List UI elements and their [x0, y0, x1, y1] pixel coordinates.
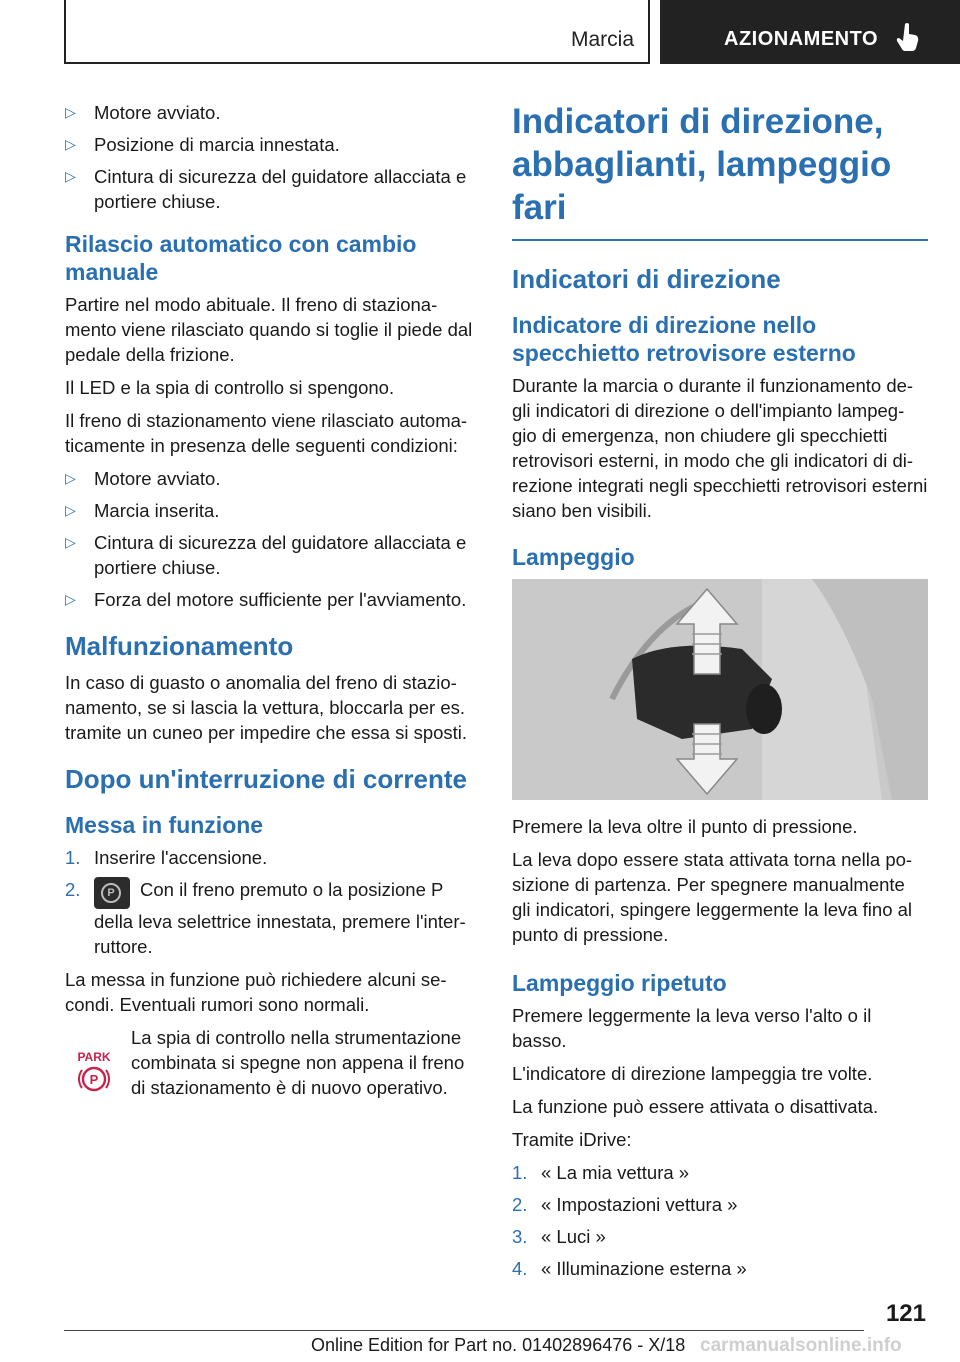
- heading-dopo-interruzione: Dopo un'interruzione di corrente: [65, 764, 467, 794]
- lever-photo: [512, 579, 928, 800]
- list-item: 3. « Luci »: [512, 1226, 606, 1247]
- list-item: ▷ Motore avviato.: [65, 102, 221, 123]
- list-item: ▷ Posizione di marcia innestata.: [65, 134, 340, 155]
- svg-text:PARK: PARK: [77, 1050, 111, 1064]
- hand-pointer-icon: [896, 22, 922, 52]
- park-warning-icon: [73, 1047, 115, 1095]
- paragraph: Il LED e la spia di controllo si spengono.: [65, 377, 395, 398]
- left-column: [65, 100, 477, 1105]
- header-section-label: Marcia: [570, 28, 634, 51]
- page-title: Indicatori di direzione, abbaglianti, lampeggio fari: [512, 102, 892, 227]
- triangle-bullet-icon: ▷: [65, 104, 76, 120]
- paragraph: Premere la leva oltre il punto di pressione.: [512, 816, 858, 837]
- heading-rilascio: Rilascio automatico con cambio manuale: [65, 231, 417, 285]
- list-item: ▷ Motore avviato.: [65, 468, 221, 489]
- paragraph: Partire nel modo abituale. Il freno di staziona-mento viene rilasciato quando si toglie il piede dal pedale della frizione.: [65, 294, 473, 365]
- list-item: ▷ Marcia inserita.: [65, 500, 220, 521]
- triangle-bullet-icon: ▷: [65, 502, 76, 518]
- paragraph: Il freno di stazionamento viene rilasciato automa-ticamente in presenza delle seguenti condizioni:: [65, 410, 468, 456]
- right-column: [512, 100, 928, 1289]
- list-item: 4. « Illuminazione esterna »: [512, 1258, 747, 1279]
- triangle-bullet-icon: ▷: [65, 591, 76, 607]
- list-item: 2. « Impostazioni vettura »: [512, 1194, 738, 1215]
- idrive-steps-list: [512, 1160, 928, 1281]
- list-item: 2. P Con il freno premuto o la posizione P della leva selettrice innestata, premere l'inter-ruttore.: [65, 879, 466, 957]
- list-item: 1. Inserire l'accensione.: [65, 847, 268, 868]
- heading-indicatori: Indicatori di direzione: [512, 264, 781, 294]
- triangle-bullet-icon: ▷: [65, 168, 76, 184]
- triangle-bullet-icon: ▷: [65, 534, 76, 550]
- svg-text:P: P: [89, 1072, 99, 1087]
- paragraph: Durante la marcia o durante il funzionamento de-gli indicatori di direzione o dell'impianto lampeg-gio di emergenza, non chiudere gli specchietti retrovisori esterni, in modo che gli indicatori di di-rezione integrati negli specchietti retrovisori esterni siano ben visibili.: [512, 375, 928, 521]
- title-divider: [512, 239, 928, 241]
- watermark: carmanualsonline.info: [700, 1335, 902, 1356]
- page-number: 121: [885, 1300, 926, 1327]
- list-item: ▷ Cintura di sicurezza del guidatore allacciata e portiere chiuse.: [65, 166, 467, 212]
- note-text: La spia di controllo nella strumentazione combinata si spegne non appena il freno di stazionamento è di nuovo operativo.: [131, 1027, 465, 1098]
- footer-divider: [64, 1330, 864, 1331]
- paragraph: La funzione può essere attivata o disattivata.: [512, 1096, 879, 1117]
- header-chapter-tab: [660, 0, 960, 64]
- parking-brake-button-icon: P: [94, 877, 130, 909]
- list-item: ▷ Forza del motore sufficiente per l'avviamento.: [65, 589, 467, 610]
- paragraph: Premere leggermente la leva verso l'alto o il basso.: [512, 1005, 872, 1051]
- paragraph: La messa in funzione può richiedere alcuni se-condi. Eventuali rumori sono normali.: [65, 969, 447, 1015]
- paragraph: L'indicatore di direzione lampeggia tre volte.: [512, 1063, 873, 1084]
- heading-lampeggio-ripetuto: Lampeggio ripetuto: [512, 970, 727, 996]
- heading-lampeggio: Lampeggio: [512, 544, 635, 570]
- list-item: ▷ Cintura di sicurezza del guidatore allacciata e portiere chiuse.: [65, 532, 467, 578]
- conditions-list-2: [65, 466, 477, 612]
- header-section-tab: [64, 0, 650, 64]
- paragraph: In caso di guasto o anomalia del freno di stazio-namento, se si lascia la vettura, bloccarla per es. tramite un cuneo per impedire che essa si sposti.: [65, 672, 468, 743]
- heading-messa-in-funzione: Messa in funzione: [65, 812, 264, 838]
- conditions-list-1: [65, 100, 477, 214]
- triangle-bullet-icon: ▷: [65, 136, 76, 152]
- note-block: [65, 1025, 477, 1105]
- paragraph: La leva dopo essere stata attivata torna nella po-sizione di partenza. Per spegnere manualmente gli indicatori, spingere leggermente la leva fino al punto di pressione.: [512, 849, 913, 945]
- paragraph: Tramite iDrive:: [512, 1129, 632, 1150]
- header-chapter-label: AZIONAMENTO: [724, 28, 879, 50]
- footer-edition: Online Edition for Part no. 01402896476 - X/18: [311, 1335, 686, 1355]
- heading-malfunzionamento: Malfunzionamento: [65, 631, 294, 661]
- heading-specchietto: Indicatore di direzione nello specchietto retrovisore esterno: [512, 312, 856, 366]
- list-item: 1. « La mia vettura »: [512, 1162, 690, 1183]
- triangle-bullet-icon: ▷: [65, 470, 76, 486]
- steps-list: [65, 845, 477, 959]
